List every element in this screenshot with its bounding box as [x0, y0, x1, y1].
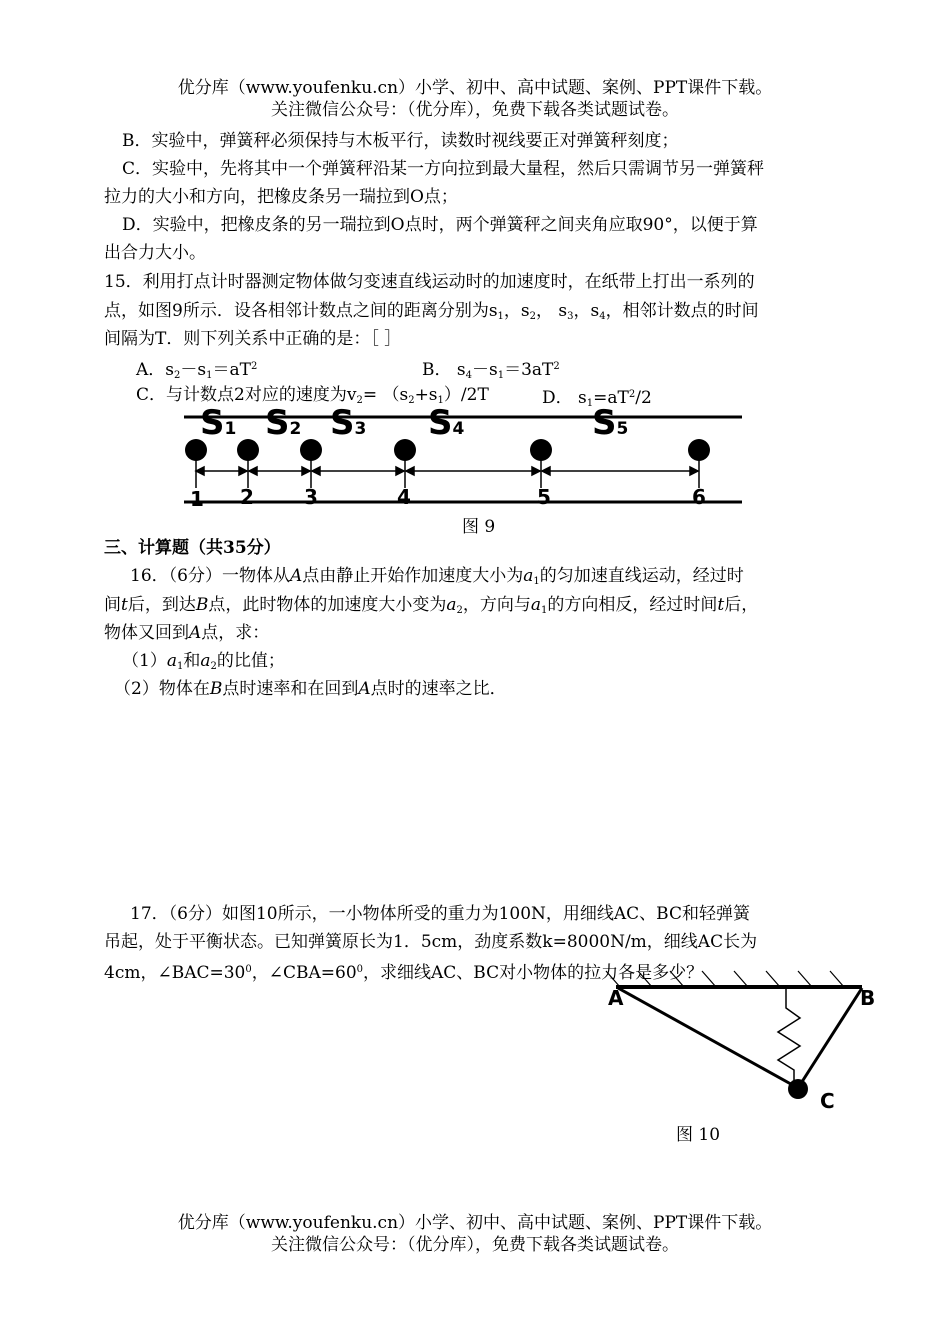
fig9-label-s2: S2 [265, 403, 302, 443]
q15-line2: 点，如图9所示．设各相邻计数点之间的距离分别为$s_1$，$s_2$， $s_3$，$s_4$，相邻计数点的时间 [104, 301, 759, 322]
q15-option-b: B． $s_4-s_1=3aT^2$ [422, 360, 560, 381]
section-3-title: 三、计算题（共35分） [104, 538, 281, 558]
fig9-label-s5: S5 [592, 403, 629, 443]
fig9-point-4: 4 [397, 485, 411, 509]
header-line-2: 关注微信公众号：（优分库），免费下载各类试题试卷。 [271, 100, 679, 120]
q16-line2: 间t后，到达B点，此时物体的加速度大小变为$a_2$，方向与$a_1$的方向相反，经过时间t后， [104, 595, 759, 616]
object-c [788, 1079, 808, 1099]
q17-line1: 17．（6分）如图10所示，一小物体所受的重力为100N，用细线AC、BC和轻弹簧 [130, 904, 751, 924]
q14-option-c-line1: C．实验中，先将其中一个弹簧秤沿某一方向拉到最大量程，然后只需调节另一弹簧秤 [122, 159, 765, 179]
tape-dot-6 [688, 439, 710, 461]
q15-line1: 15．利用打点计时器测定物体做匀变速直线运动时的加速度时，在纸带上打出一系列的 [104, 272, 755, 292]
fig10-label-b: B [860, 986, 876, 1010]
fig9-point-3: 3 [304, 485, 318, 509]
fig9-caption: 图 9 [462, 517, 496, 537]
fig9-label-s3: S3 [330, 403, 367, 443]
fig9-label-s1: S1 [200, 403, 237, 443]
tape-dot-2 [237, 439, 259, 461]
q14-option-c-line2: 拉力的大小和方向，把橡皮条另一瑞拉到O点； [104, 187, 458, 207]
fig9-point-2: 2 [240, 485, 254, 509]
fig10-label-a: A [608, 986, 624, 1010]
q15-option-a: A．$s_2-s_1=aT^2$ [136, 360, 258, 381]
q16-line3: 物体又回到A点，求： [104, 623, 270, 643]
q17-line3: 4cm，$\angle BAC=30^0$，$\angle CBA=60^0$，求细线AC、BC对小物体的拉力各是多少？ [104, 963, 704, 983]
footer-line-1: 优分库（www.youfenku.cn）小学、初中、高中试题、案例、PPT课件下载。 [177, 1213, 773, 1233]
q14-option-d-line2: 出合力大小。 [104, 243, 206, 263]
q16-sub-question-1: $(1)a_1$和$a_2$的比值； [122, 651, 285, 672]
fig9-point-1: 1 [190, 487, 204, 511]
figure-10-diagram [600, 960, 890, 1120]
tape-dot-3 [300, 439, 322, 461]
header-line-1: 优分库（www.youfenku.cn）小学、初中、高中试题、案例、PPT课件下载。 [177, 78, 773, 98]
tape-dot-4 [394, 439, 416, 461]
fig9-point-5: 5 [537, 485, 551, 509]
q14-option-d-line1: D．实验中，把橡皮条的另一瑞拉到O点时，两个弹簧秤之间夹角应取90°，以便于算 [122, 215, 758, 235]
footer-line-2: 关注微信公众号：（优分库），免费下载各类试题试卷。 [271, 1235, 679, 1255]
q15-line3: 间隔为T．则下列关系中正确的是：［ ］ [104, 329, 402, 349]
fig10-caption: 图 10 [676, 1125, 721, 1145]
q16-sub-question-2: （2）物体在B点时速率和在回到A点时的速率之比． [114, 679, 507, 699]
q17-line2: 吊起，处于平衡状态。已知弹簧原长为1．5cm，劲度系数k=8000N/m，细线AC长为 [104, 932, 758, 952]
q15-option-c: C．与计数点2对应的速度为$v_2= (s_2+s_1)/2T$ [136, 385, 489, 406]
q16-line1: 16．（6分）一物体从A点由静止开始作加速度大小为$a_1$的匀加速直线运动，经过时 [130, 566, 744, 587]
tape-dot-5 [530, 439, 552, 461]
fig9-point-6: 6 [692, 485, 706, 509]
q14-option-b: B．实验中，弹簧秤必须保持与木板平行，读数时视线要正对弹簧秤刻度； [122, 131, 679, 151]
fig9-label-s4: S4 [428, 403, 465, 443]
q15-option-d: D． $s_1=aT^2/2$ [542, 388, 652, 409]
fig10-label-c: C [820, 1089, 835, 1113]
